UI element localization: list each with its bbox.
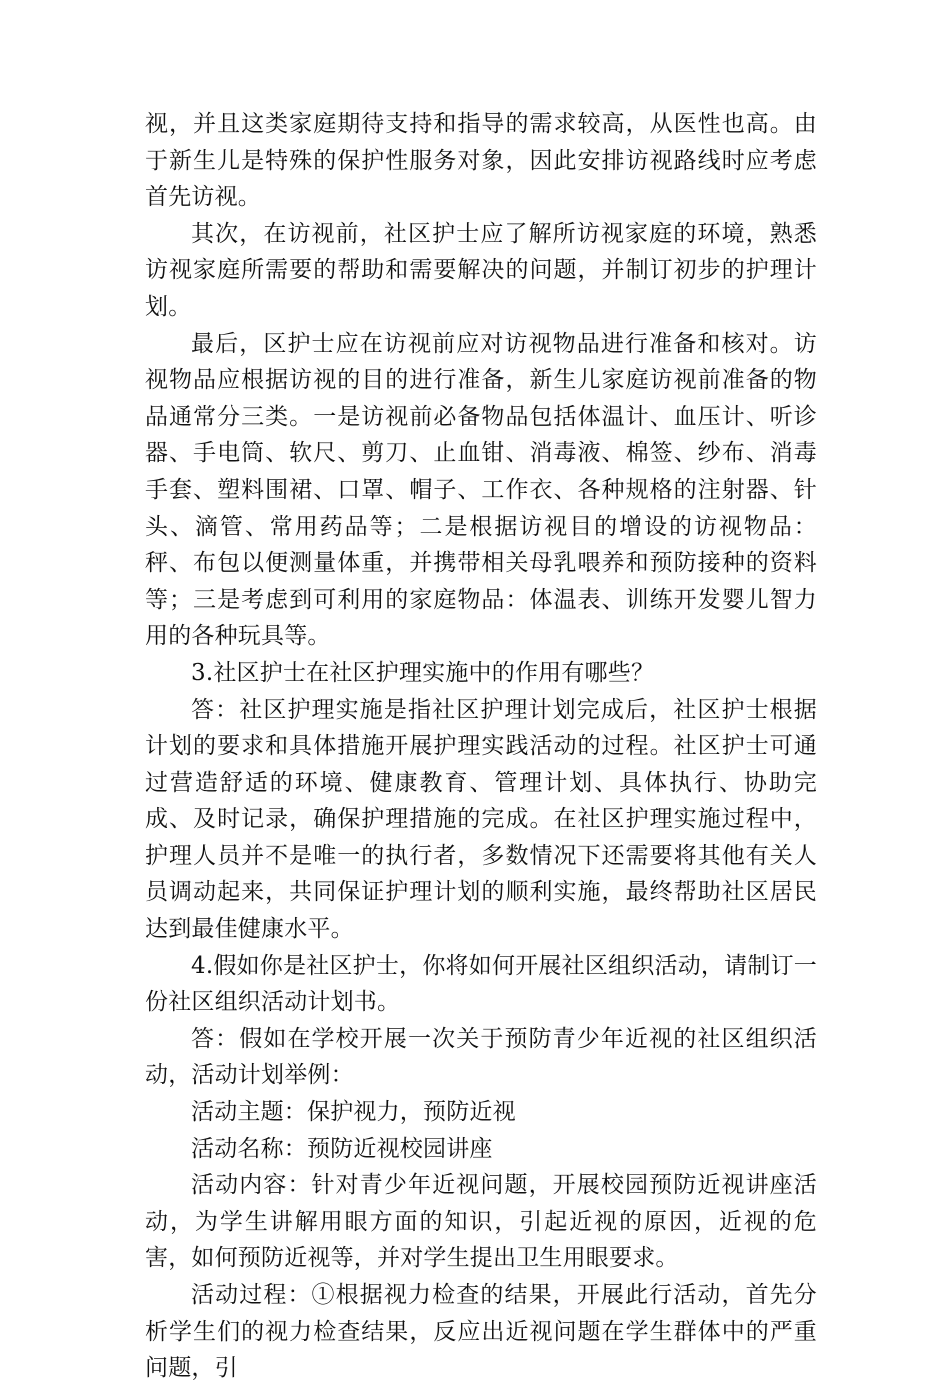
answer-4-intro: 答：假如在学校开展一次关于预防青少年近视的社区组织活动，活动计划举例： — [145, 1025, 817, 1089]
document-page — [145, 106, 817, 1387]
paragraph-1: 视，并且这类家庭期待支持和指导的需求较高，从医性也高。由于新生儿是特殊的保护性服务对象，因此安排访视路线时应考虑首先访视。 — [145, 111, 817, 211]
activity-name: 活动名称：预防近视校园讲座 — [191, 1135, 493, 1162]
answer-3: 答：社区护理实施是指社区护理计划完成后，社区护士根据计划的要求和具体措施开展护理实践活动的过程。社区护士可通过营造舒适的环境、健康教育、管理计划、具体执行、协助完成、及时记录，确保护理措施的完成。在社区护理实施过程中，护理人员并不是唯一的执行者，多数情况下还需要将其他有关人员调动起来，共同保证护理计划的顺利实施，最终帮助社区居民达到最佳健康水平。 — [145, 696, 817, 943]
question-3: 3.社区护士在社区护理实施中的作用有哪些？ — [191, 659, 655, 686]
activity-content: 活动内容：针对青少年近视问题，开展校园预防近视讲座活动，为学生讲解用眼方面的知识，引起近视的原因，近视的危害，如何预防近视等，并对学生提出卫生用眼要求。 — [145, 1172, 817, 1272]
paragraph-3: 最后，区护士应在访视前应对访视物品进行准备和核对。访视物品应根据访视的目的进行准备，新生儿家庭访视前准备的物品通常分三类。一是访视前必备物品包括体温计、血压计、听诊器、手电筒、软尺、剪刀、止血钳、消毒液、棉签、纱布、消毒手套、塑料围裙、口罩、帽子、工作衣、各种规格的注射器、针头、滴管、常用药品等；二是根据访视目的增设的访视物品：秤、布包以便测量体重，并携带相关母乳喂养和预防接种的资料等；三是考虑到可利用的家庭物品：体温表、训练开发婴儿智力用的各种玩具等。 — [145, 330, 817, 650]
question-4: 4.假如你是社区护士，你将如何开展社区组织活动，请制订一份社区组织活动计划书。 — [145, 952, 817, 1016]
activity-theme: 活动主题：保护视力，预防近视 — [191, 1099, 516, 1126]
paragraph-2: 其次，在访视前，社区护士应了解所访视家庭的环境，熟悉访视家庭所需要的帮助和需要解决的问题，并制订初步的护理计划。 — [145, 220, 817, 320]
activity-process: 活动过程：①根据视力检查的结果，开展此行活动，首先分析学生们的视力检查结果，反应出近视问题在学生群体中的严重问题，引 — [145, 1282, 817, 1382]
